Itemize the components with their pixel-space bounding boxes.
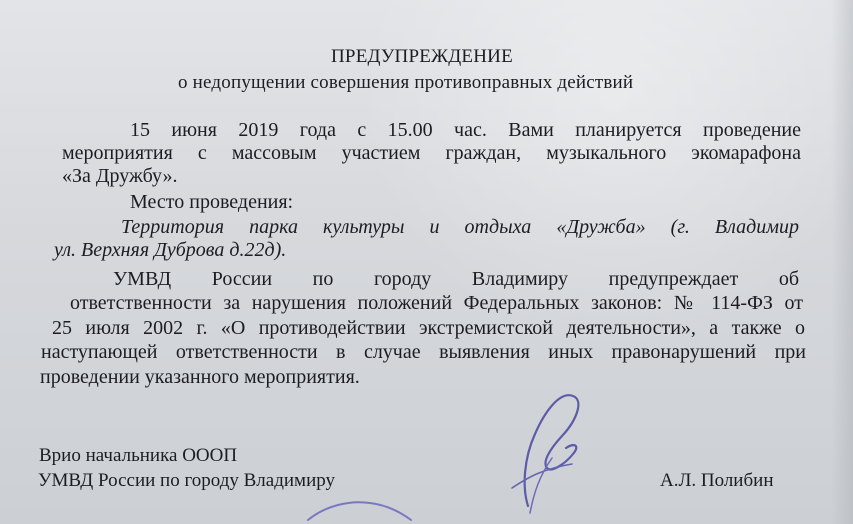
paragraph-1-line-2: мероприятия с массовым участием граждан, музыкального экомарафона: [62, 142, 801, 164]
signatory-name: А.Л. Полибин: [660, 470, 774, 491]
signatory-position-line-2: УМВД России по городу Владимиру: [38, 470, 335, 491]
paragraph-1-line-1: 15 июня 2019 года с 15.00 час. Вами планируется проведение: [130, 119, 801, 141]
signature-mark: [494, 384, 594, 524]
document-title: ПРЕДУПРЕЖДЕНИЕ: [331, 46, 513, 67]
warning-line-5: проведении указанного мероприятия.: [40, 366, 360, 388]
place-line-2: ул. Верхняя Дуброва д.22д).: [54, 239, 287, 261]
place-line-1: Территория парка культуры и отдыха «Дружба» (г. Владимир: [121, 216, 799, 238]
signatory-position-line-1: Врио начальника ОООП: [39, 445, 238, 466]
warning-line-1: УМВД России по городу Владимиру предупреждает об: [113, 268, 799, 290]
paragraph-1-line-3: «За Дружбу».: [62, 165, 178, 187]
warning-line-4: наступающей ответственности в случае выявления иных правонарушений при: [41, 341, 806, 363]
place-label: Место проведения:: [130, 191, 294, 213]
warning-line-2: ответственности за нарушения положений Федеральных законов: № 114-ФЗ от: [70, 292, 803, 314]
document-subtitle: о недопущении совершения противоправных действий: [178, 72, 634, 93]
warning-line-3: 25 июля 2002 г. «О противодействии экстремистской деятельности», а также о: [52, 317, 805, 339]
